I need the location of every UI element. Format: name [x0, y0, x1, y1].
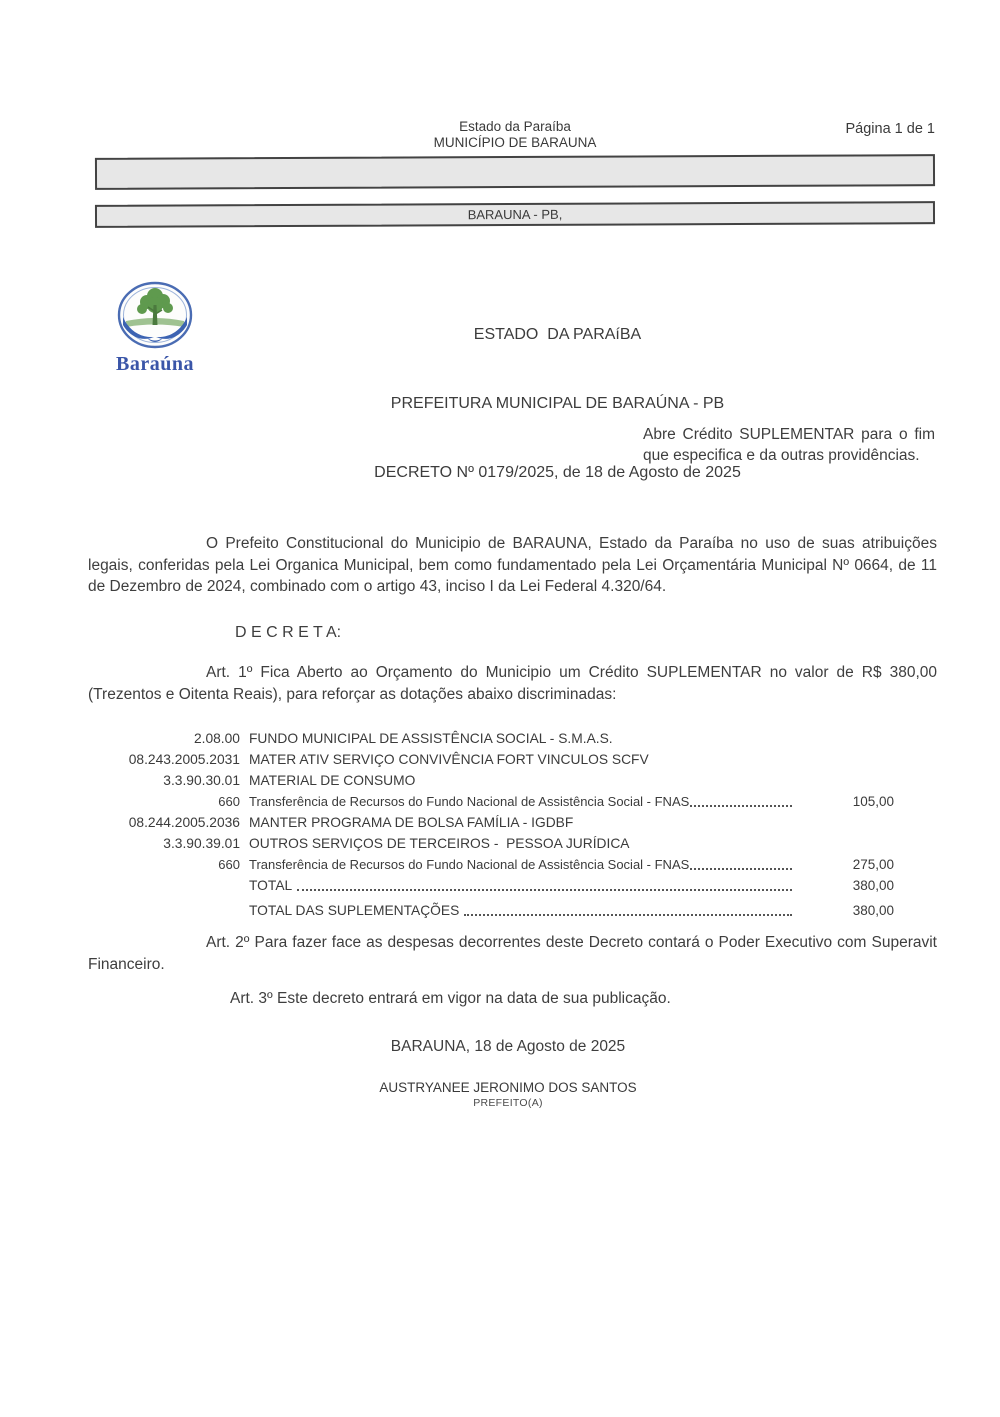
budget-description: MATER ATIV SERVIÇO CONVIVÊNCIA FORT VINCULOS SCFV — [249, 752, 649, 767]
decree-preamble: O Prefeito Constitucional do Municipio de BARAUNA, Estado da Paraíba no uso de suas atribuições legais, conferidas pela Lei Organica Municipal, bem como fundamentado pela Lei Orçamentária Municipal Nº 0664, de 11 de Dezembro de 2024, combinado com o artigo 43, inciso I da Lei Federal 4.320/64. — [88, 535, 937, 595]
budget-description: MATERIAL DE CONSUMO — [249, 773, 416, 788]
dotted-leader — [297, 889, 792, 891]
scanned-banner-empty — [95, 154, 935, 190]
budget-value: 380,00 — [852, 878, 894, 893]
budget-value: 380,00 — [852, 903, 894, 918]
table-row — [128, 857, 894, 873]
budget-value: 275,00 — [852, 857, 894, 872]
budget-description: FUNDO MUNICIPAL DE ASSISTÊNCIA SOCIAL - S.M.A.S. — [249, 731, 613, 746]
table-row-total — [128, 878, 894, 894]
budget-value: 105,00 — [852, 794, 894, 809]
page-number-indicator: Página 1 de 1 — [845, 121, 935, 137]
title-prefecture: PREFEITURA MUNICIPAL DE BARAÚNA - PB — [390, 395, 725, 412]
table-row — [128, 731, 894, 747]
budget-description: TOTAL DAS SUPLEMENTAÇÕES — [249, 903, 464, 918]
header-state-line: Estado da Paraíba — [459, 119, 571, 134]
title-state: ESTADO DA PARAíBA — [473, 326, 642, 343]
budget-code: 660 — [218, 794, 240, 809]
article-1: Art. 1º Fica Aberto ao Orçamento do Municipio um Crédito SUPLEMENTAR no valor de R$ 380,00 (Trezentos e Oitenta Reais), para reforçar as dotações abaixo discriminadas: — [88, 664, 937, 703]
decree-date-line: BARAUNA, 18 de Agosto de 2025 — [390, 1038, 626, 1055]
article-2: Art. 2º Para fazer face as despesas decorrentes deste Decreto contará o Poder Executivo com Superavit Financeiro. — [88, 934, 937, 973]
decree-summary: Abre Crédito SUPLEMENTAR para o fim que especifica e da outras providências. — [643, 426, 935, 464]
dotted-leader — [690, 868, 792, 870]
title-decree-number: DECRETO Nº 0179/2025, de 18 de Agosto de 2025 — [374, 464, 741, 481]
table-row — [128, 794, 894, 810]
table-row — [128, 836, 894, 852]
budget-description: Transferência de Recursos do Fundo Nacional de Assistência Social - FNAS — [249, 794, 690, 809]
budget-description: Transferência de Recursos do Fundo Nacional de Assistência Social - FNAS — [249, 857, 690, 872]
article-3: Art. 3º Este decreto entrará em vigor na data de sua publicação. — [230, 990, 671, 1007]
signature-name: AUSTRYANEE JERONIMO DOS SANTOS — [379, 1080, 637, 1095]
table-row-total-suplementacoes — [128, 903, 894, 919]
document-title-block — [115, 277, 1000, 530]
budget-code: 3.3.90.30.01 — [163, 773, 240, 788]
decreta-label: D E C R E T A: — [235, 624, 342, 641]
budget-code: 08.243.2005.2031 — [128, 752, 240, 767]
budget-description: MANTER PROGRAMA DE BOLSA FAMÍLIA - IGDBF — [249, 815, 574, 830]
budget-code: 08.244.2005.2036 — [128, 815, 240, 830]
header-municipality-line: MUNICÍPIO DE BARAUNA — [433, 135, 597, 150]
budget-code: 3.3.90.39.01 — [163, 836, 240, 851]
document-header — [95, 119, 935, 151]
budget-description: TOTAL — [249, 878, 296, 893]
dotted-leader — [464, 914, 792, 916]
budget-description: OUTROS SERVIÇOS DE TERCEIROS - PESSOA JURÍDICA — [249, 836, 630, 851]
budget-code: 660 — [218, 857, 240, 872]
logo-caption: Baraúna — [116, 353, 194, 375]
table-row — [128, 773, 894, 789]
signature-title: PREFEITO(A) — [473, 1097, 543, 1109]
table-row — [128, 752, 894, 768]
table-row — [128, 815, 894, 831]
budget-table — [128, 731, 894, 924]
scanned-banner-city: BARAUNA - PB, — [95, 201, 935, 228]
dotted-leader — [690, 805, 792, 807]
budget-code: 2.08.00 — [193, 731, 240, 746]
